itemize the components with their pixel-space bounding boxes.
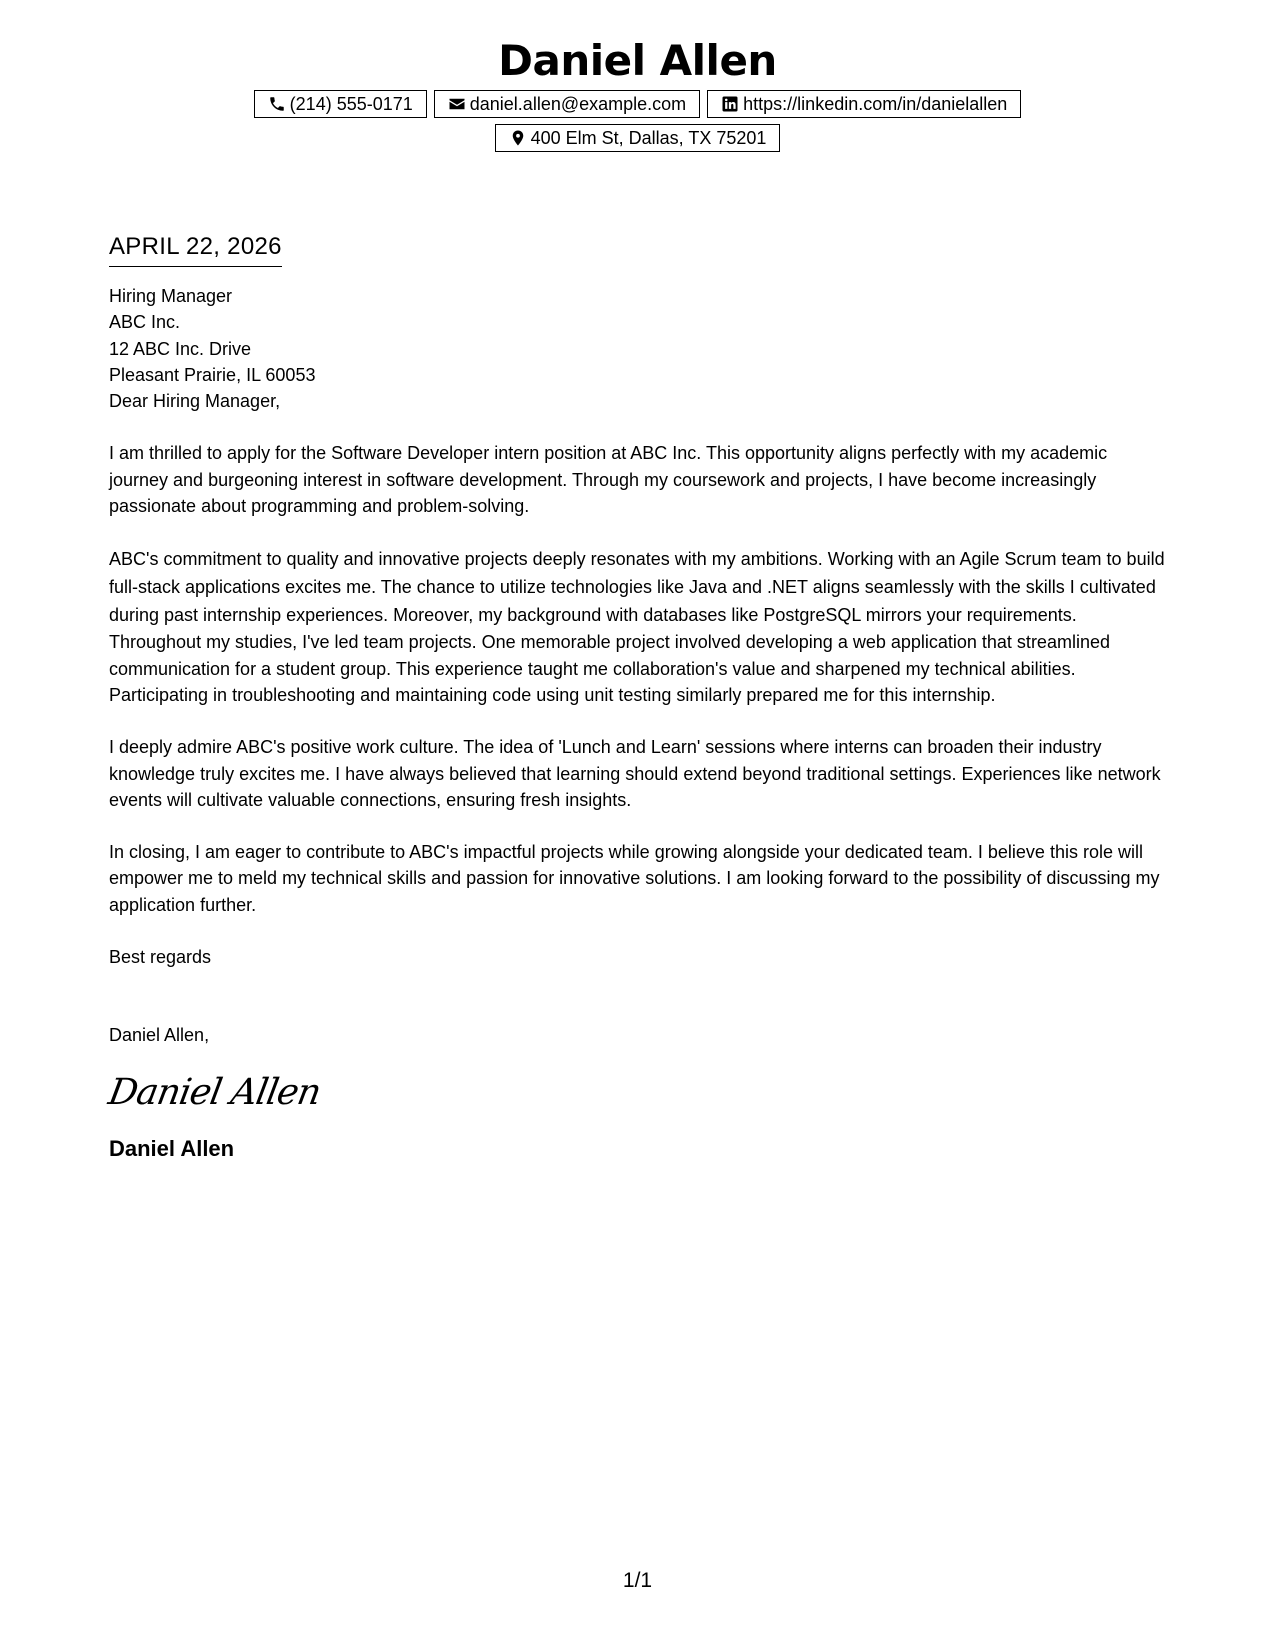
salutation: Dear Hiring Manager, <box>109 391 281 412</box>
phone-icon <box>268 95 286 113</box>
email-text: daniel.allen@example.com <box>469 93 687 114</box>
address-row <box>0 124 1275 152</box>
phone-chip <box>254 90 427 118</box>
recipient-street: 12 ABC Inc. Drive <box>109 338 252 359</box>
recipient-title: Hiring Manager <box>109 286 233 306</box>
linkedin-chip <box>707 90 1021 118</box>
letter-body <box>105 232 1169 1163</box>
sign-off-name: Daniel Allen, <box>109 1025 210 1046</box>
contact-row <box>0 90 1275 118</box>
linkedin-text: https://linkedin.com/in/danielallen <box>743 93 1008 114</box>
paragraph-projects: Throughout my studies, I've led team projects. One memorable project involved developing a web application that streamlined communication for a student group. This experience taught me collaboration's value and sharpened my technical abilities. Participating in troubleshooting and maintaining code using unit testing similarly prepared me for this internship. <box>109 632 1110 705</box>
closing-phrase: Best regards <box>109 947 212 968</box>
letter-header <box>0 34 1275 152</box>
paragraph-intro: I am thrilled to apply for the Software Developer intern position at ABC Inc. This opportunity aligns perfectly with my academic journey and burgeoning interest in software development. Through my coursework and projects, I have become increasingly passionate about programming and problem-solving. <box>109 443 1108 517</box>
page-number: 1/1 <box>622 1569 653 1592</box>
recipient-company: ABC Inc. <box>109 312 181 333</box>
envelope-icon <box>448 95 466 113</box>
applicant-name: Daniel Allen <box>498 36 777 85</box>
address-chip <box>495 124 781 152</box>
paragraph-closing: In closing, I am eager to contribute to ABC's impactful projects while growing alongside your dedicated team. I believe this role will empower me to meld my technical skills and passion for innovative solutions. I am looking forward to the possibility of discussing my application further. <box>109 842 1160 915</box>
email-chip <box>434 90 700 118</box>
handwritten-signature: Daniel Allen <box>105 1071 324 1113</box>
recipient-block <box>109 283 1169 388</box>
linkedin-icon <box>721 95 739 113</box>
map-marker-icon <box>509 129 527 147</box>
address-text: 400 Elm St, Dallas, TX 75201 <box>530 127 767 148</box>
letter-date: APRIL 22, 2026 <box>109 232 282 267</box>
paragraph-culture: I deeply admire ABC's positive work culture. The idea of 'Lunch and Learn' sessions where interns can broaden their industry knowledge truly excites me. I have always believed that learning should extend beyond traditional settings. Experiences like network events will cultivate valuable connections, ensuring fresh insights. <box>109 737 1161 810</box>
phone-text: (214) 555-0171 <box>289 93 413 114</box>
signer-name: Daniel Allen <box>109 1135 235 1161</box>
recipient-city: Pleasant Prairie, IL 60053 <box>109 364 316 385</box>
paragraph-commitment: ABC's commitment to quality and innovative projects deeply resonates with my ambitions. Working with an Agile Scrum team to build full-stack applications excites me. The chance to utilize technologies like Java and .NET aligns seamlessly with the skills I cultivated during past internship experiences. Moreover, my background with databases like PostgreSQL mirrors your requirements. <box>109 549 1165 626</box>
